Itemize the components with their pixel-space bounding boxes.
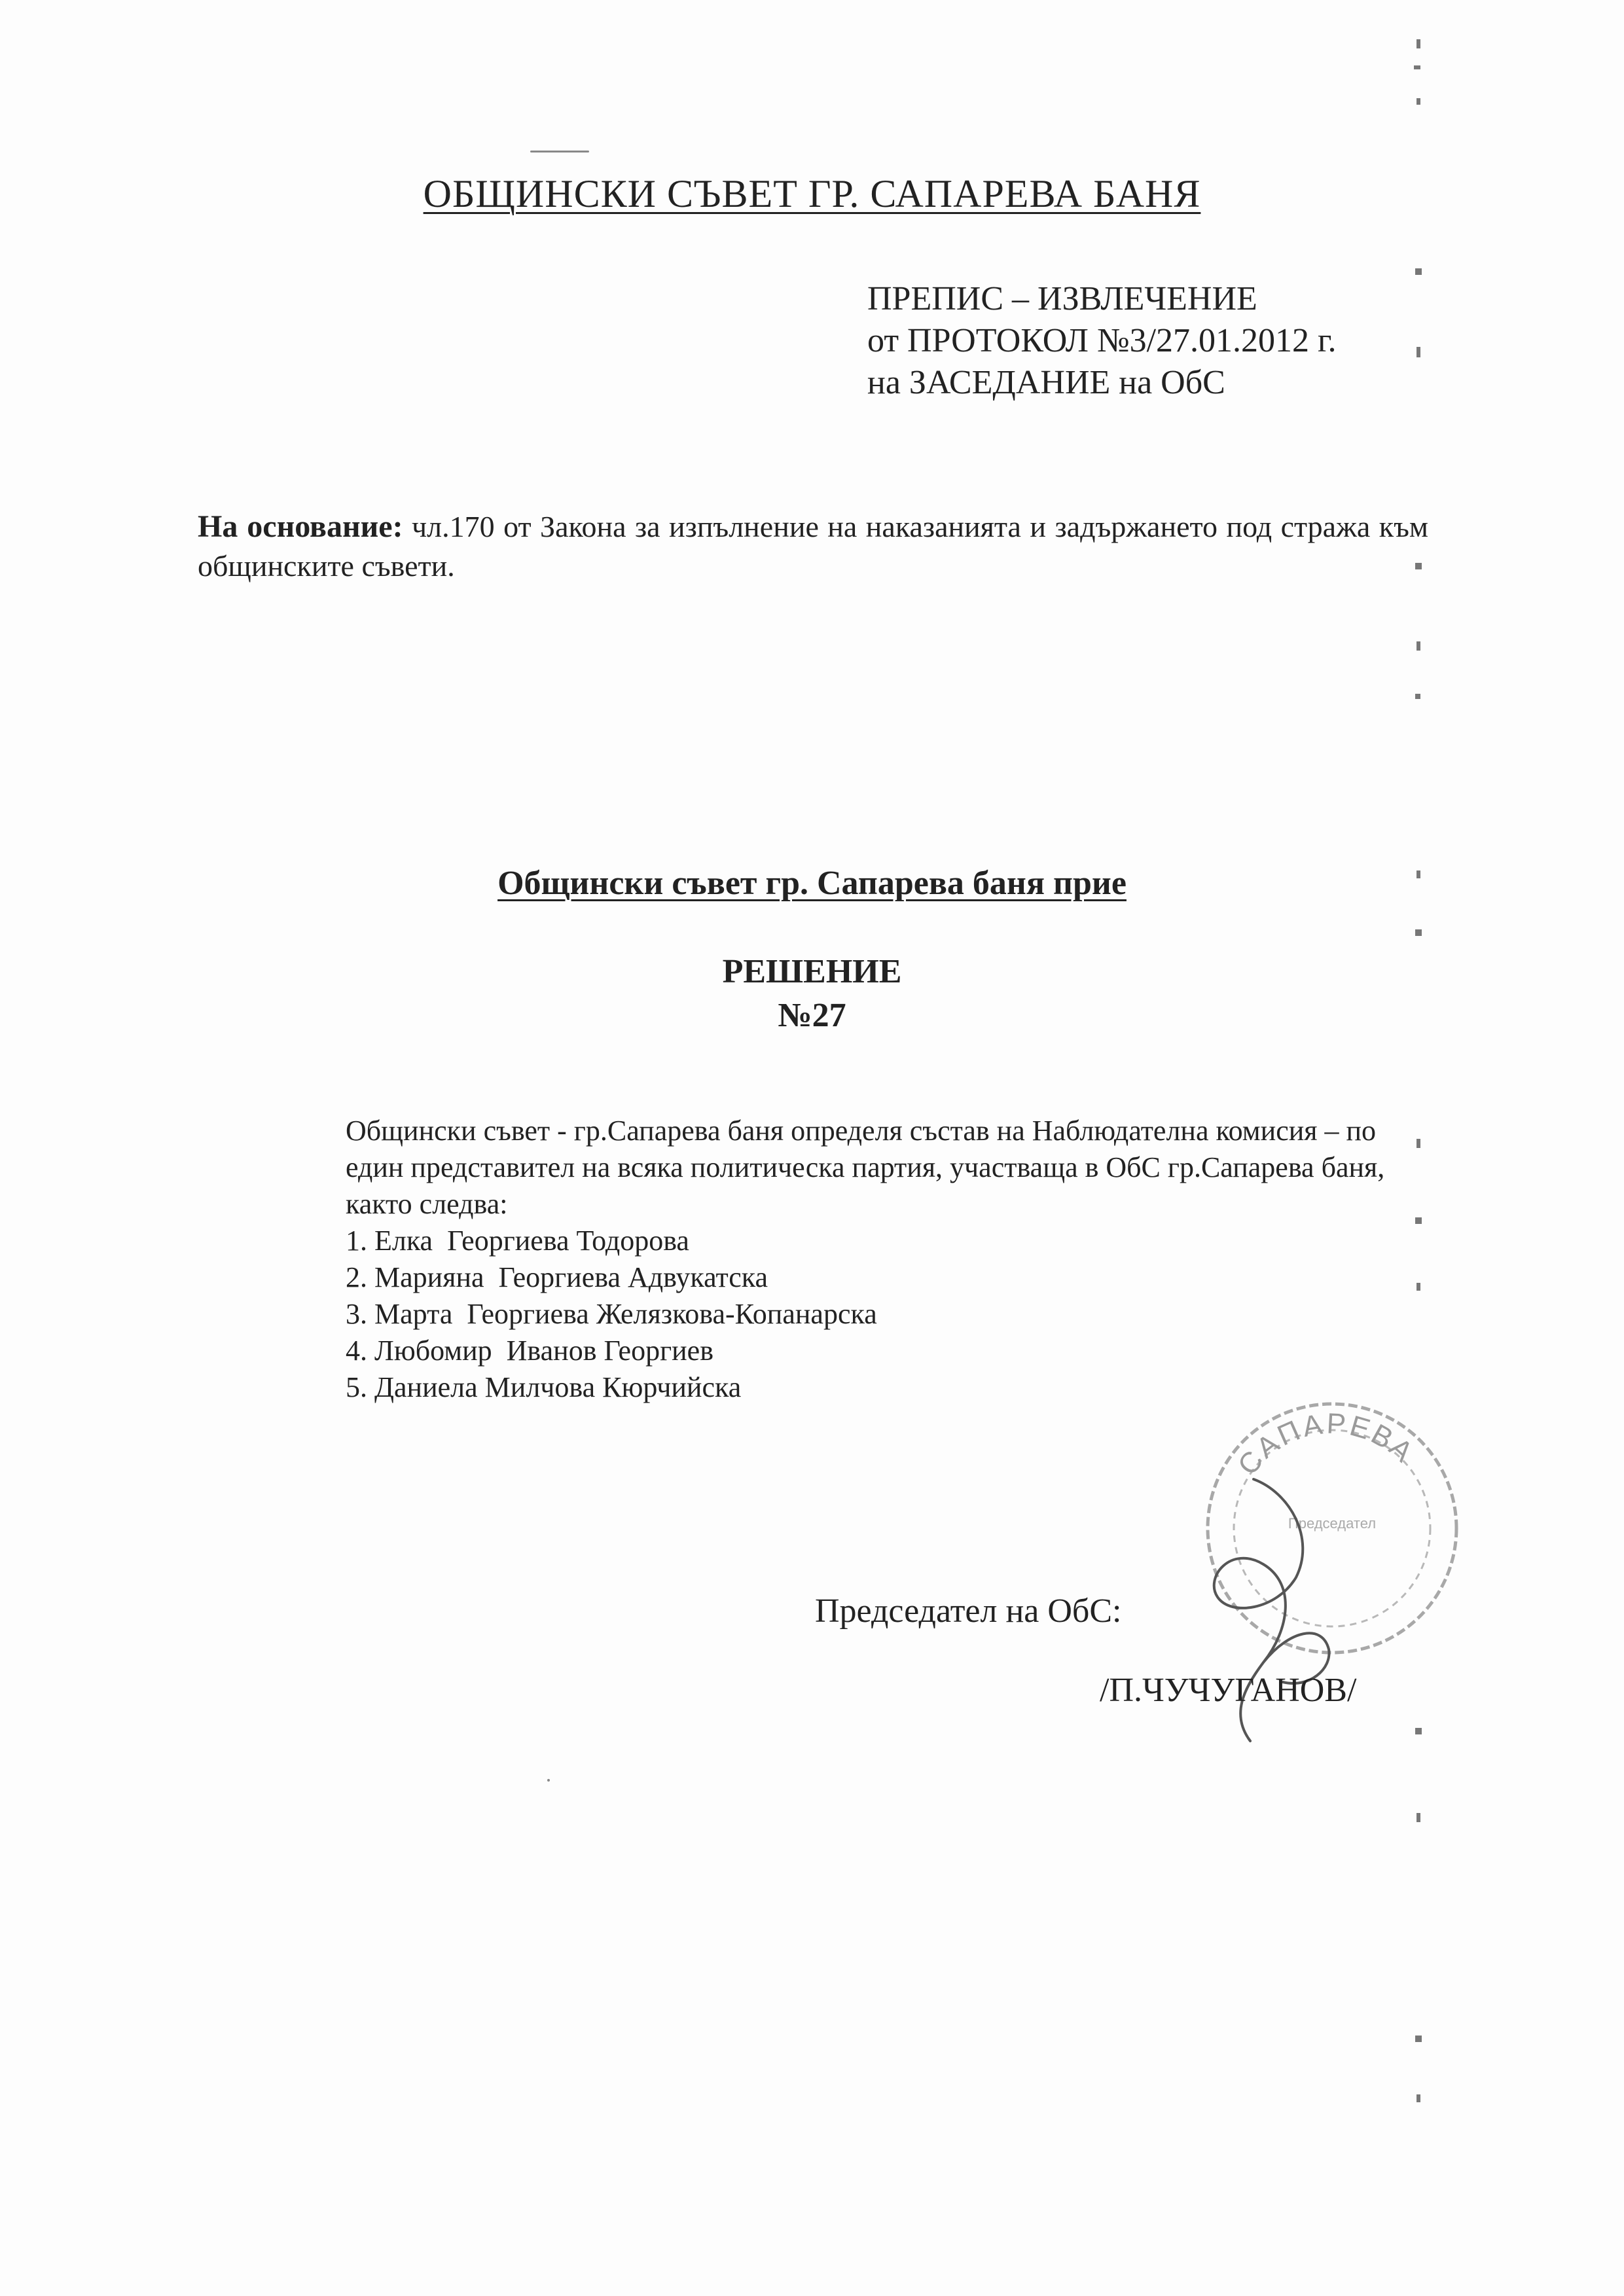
decision-text: Общински съвет - гр.Сапарева баня определя състав на Наблюдателна комисия – по един представител на всяка политическа партия, участваща в ОбС гр.Сапарева баня, както следва: — [346, 1115, 1385, 1220]
member-item: 3. Марта Георгиева Желязкова-Копанарска — [346, 1298, 877, 1330]
transcript-line-3: на ЗАСЕДАНИЕ на ОбС — [867, 364, 1225, 401]
decision-title: РЕШЕНИЕ — [722, 953, 902, 990]
decision-body — [346, 1113, 1419, 1406]
legal-basis-text: чл.170 от Закона за изпълнение на наказанията и задържането под стража към общинските съвети. — [198, 510, 1428, 583]
legal-basis-label: На основание: — [198, 509, 403, 544]
adoption-statement: Общински съвет гр. Сапарева баня прие — [497, 865, 1127, 902]
member-item: 1. Елка Георгиева Тодорова — [346, 1225, 689, 1257]
council-title: ОБЩИНСКИ СЪВЕТ ГР. САПАРЕВА БАНЯ — [423, 172, 1201, 215]
chair-name: /П.ЧУЧУГАНОВ/ — [1100, 1672, 1357, 1709]
stamp-ring-text: САПАРЕВА — [1231, 1407, 1421, 1482]
member-item: 4. Любомир Иванов Георгиев — [346, 1335, 713, 1367]
transcript-line-1: ПРЕПИС – ИЗВЛЕЧЕНИЕ — [867, 280, 1257, 317]
member-list — [346, 1223, 1419, 1406]
decision-number: №27 — [778, 997, 846, 1034]
transcript-header — [867, 278, 1336, 404]
chair-label: Председател на ОбС: — [815, 1592, 1122, 1630]
member-item: 2. Марияна Георгиева Адвукатска — [346, 1261, 768, 1293]
legal-basis — [198, 507, 1428, 586]
signature-mark — [1191, 1466, 1375, 1767]
scan-speck — [530, 151, 589, 152]
scan-speck — [547, 1779, 550, 1782]
binding-marks — [1401, 0, 1440, 2296]
stamp-inner-text: Председател — [1288, 1515, 1377, 1532]
transcript-line-2: от ПРОТОКОЛ №3/27.01.2012 г. — [867, 322, 1337, 359]
member-item: 5. Даниела Милчова Кюрчийска — [346, 1371, 742, 1403]
